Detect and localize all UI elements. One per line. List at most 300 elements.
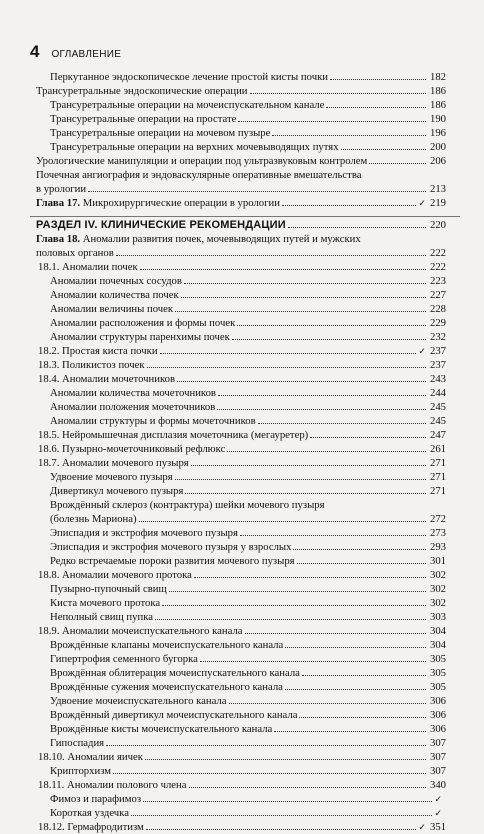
toc-entry-line	[50, 638, 446, 652]
leader-dots	[189, 787, 426, 788]
toc-entry	[50, 498, 446, 526]
toc-entry-page: 237	[429, 345, 446, 357]
leader-dots	[113, 773, 426, 774]
toc-entry-title: Трансуретральные операции на мочевом пузыре	[50, 127, 271, 139]
leader-dots	[237, 325, 426, 326]
toc-entry	[50, 582, 446, 596]
toc-entry	[36, 196, 446, 210]
toc-entry-page: 182	[429, 71, 446, 83]
leader-dots	[218, 395, 426, 396]
toc-entry-page: 302	[429, 597, 446, 609]
toc-entry-page: 271	[429, 457, 446, 469]
toc-entry-title: Дивертикул мочевого пузыря	[50, 485, 184, 497]
toc-entry-prefix: Глава 17.	[36, 197, 81, 209]
leader-dots	[131, 815, 432, 816]
toc-entry-line	[50, 330, 446, 344]
toc-entry	[50, 666, 446, 680]
toc-entry-text	[50, 680, 283, 694]
toc-entry-title: Врождённый дивертикул мочеиспускательного канала	[50, 709, 298, 721]
toc-entry-first-line	[50, 498, 446, 512]
toc-entry-line	[50, 112, 446, 126]
toc-entry	[38, 750, 446, 764]
toc-entry	[50, 470, 446, 484]
toc-entry-text	[38, 344, 158, 358]
toc-entry-title: 18.4. Аномалии мочеточников	[38, 373, 175, 385]
leader-dots	[258, 423, 426, 424]
toc-entry-title: Аномалии структуры и формы мочеточников	[50, 415, 256, 427]
toc-entry-text	[50, 288, 179, 302]
toc-entry-text	[50, 666, 300, 680]
pen-mark-icon: ✓	[418, 346, 426, 356]
toc-entry	[50, 610, 446, 624]
toc-entry-title: 18.12. Гермафродитизм	[38, 821, 144, 833]
toc-entry-page: 228	[429, 303, 446, 315]
toc-entry-page: 304	[429, 625, 446, 637]
toc-entry-line	[50, 554, 446, 568]
toc-entry	[36, 168, 446, 196]
toc-entry-line	[50, 652, 446, 666]
toc-entry-text	[50, 526, 238, 540]
toc-entry-title: Почечная ангиография и эндоваскулярные оперативные вмешательства	[36, 169, 362, 181]
toc-entry-text	[50, 806, 129, 820]
leader-dots	[155, 619, 426, 620]
leader-dots	[285, 689, 426, 690]
leader-dots	[147, 367, 426, 368]
leader-dots	[288, 227, 426, 228]
toc-entry-title: 18.10. Аномалии яичек	[38, 751, 143, 763]
running-title: ОГЛАВЛЕНИЕ	[51, 49, 122, 60]
toc-entry-title: Врождённые клапаны мочеиспускательного канала	[50, 639, 284, 651]
toc-entry-line	[50, 470, 446, 484]
leader-dots	[330, 79, 426, 80]
toc-entry	[38, 568, 446, 582]
toc-entry-page: 247	[429, 429, 446, 441]
toc-entry-page: 206	[429, 155, 446, 167]
leader-dots	[297, 563, 426, 564]
toc-entry-line	[50, 512, 446, 526]
toc-entry-text	[50, 316, 235, 330]
toc-entry-title: РАЗДЕЛ IV. КЛИНИЧЕСКИЕ РЕКОМЕНДАЦИИ	[36, 219, 286, 231]
toc-entry-text	[38, 568, 192, 582]
toc-entry-title: Эписпадия и экстрофия мочевого пузыря у взрослых	[50, 541, 292, 553]
toc-entry-line	[36, 154, 446, 168]
toc-entry	[38, 372, 446, 386]
toc-entry	[50, 484, 446, 498]
toc-entry-text	[50, 736, 104, 750]
toc-entry-line	[38, 372, 446, 386]
toc-entry-line	[50, 316, 446, 330]
toc-entry-page: 261	[429, 443, 446, 455]
leader-dots	[238, 121, 426, 122]
toc-entry-text	[50, 98, 324, 112]
toc-entry-page: 305	[429, 653, 446, 665]
toc-entry-title: 18.8. Аномалии мочевого протока	[38, 569, 192, 581]
toc-entry-title: Врождённые сужения мочеиспускательного канала	[50, 681, 283, 693]
toc-entry-text	[36, 218, 286, 232]
toc-entry	[36, 84, 446, 98]
toc-entry-line	[38, 778, 446, 792]
toc-entry-title: Аномалии структуры паренхимы почек	[50, 331, 230, 343]
toc-entry-line	[38, 260, 446, 274]
toc-entry-text	[50, 386, 216, 400]
leader-dots	[162, 605, 426, 606]
toc-entry-title: Неполный свищ пупка	[50, 611, 153, 623]
toc-entry-text	[50, 484, 183, 498]
leader-dots	[369, 163, 426, 164]
toc-entry-text	[50, 722, 272, 736]
toc-entry-page: 237	[429, 359, 446, 371]
leader-dots	[217, 409, 426, 410]
toc-entry-text	[38, 456, 189, 470]
toc-entry-line	[36, 218, 446, 232]
toc-entry-title: 18.6. Пузырно-мочеточниковый рефлюкс	[38, 443, 226, 455]
leader-dots	[169, 591, 426, 592]
leader-dots	[185, 493, 426, 494]
toc-entry-page: 196	[429, 127, 446, 139]
leader-dots	[140, 269, 426, 270]
toc-entry-line	[50, 792, 446, 806]
leader-dots	[299, 717, 426, 718]
toc-entry-page: 229	[429, 317, 446, 329]
leader-dots	[310, 437, 426, 438]
toc-entry-page: 293	[429, 541, 446, 553]
toc-entry-page: 306	[429, 723, 446, 735]
leader-dots	[302, 675, 426, 676]
toc-entry-title: Аномалии количества мочеточников	[50, 387, 216, 399]
toc-entry	[50, 736, 446, 750]
toc-entry	[50, 526, 446, 540]
toc-entry	[50, 414, 446, 428]
toc-entry-text	[38, 428, 308, 442]
toc-entry-text	[50, 400, 215, 414]
toc-entry-text	[38, 358, 145, 372]
pen-mark-icon: ✓	[434, 794, 442, 804]
toc-entry-text	[50, 414, 256, 428]
toc-entry-line	[50, 806, 446, 820]
toc-entry-line	[50, 736, 446, 750]
toc-entry-line	[50, 680, 446, 694]
toc-entry-line	[38, 820, 446, 834]
toc-entry-text	[36, 154, 367, 168]
toc-entry-title: Урологические манипуляции и операции под ультразвуковым контролем	[36, 155, 368, 167]
leader-dots	[282, 205, 416, 206]
toc-entry-title: Трансуретральные операции на мочеиспускательном канале	[50, 99, 325, 111]
toc-entry	[50, 330, 446, 344]
toc-entry	[50, 98, 446, 112]
toc-entry-title: Врождённая облитерация мочеиспускательного канала	[50, 667, 300, 679]
leader-dots	[175, 311, 426, 312]
toc-entry	[50, 386, 446, 400]
leader-dots	[184, 283, 426, 284]
toc-entry-text	[38, 442, 225, 456]
toc-entry-title: Эписпадия и экстрофия мочевого пузыря	[50, 527, 238, 539]
toc-entry	[50, 274, 446, 288]
toc-entry	[50, 140, 446, 154]
toc-entry-page: 307	[429, 737, 446, 749]
toc-entry	[50, 302, 446, 316]
section-divider	[30, 216, 460, 217]
toc-entry-text	[50, 112, 236, 126]
toc-entry-text	[38, 624, 243, 638]
toc-entry-page: 220	[429, 219, 446, 231]
toc-entry-text	[50, 582, 167, 596]
toc-entry-line	[50, 302, 446, 316]
toc-entry-title: Пузырно-пупочный свищ	[50, 583, 167, 595]
toc-entry-line	[38, 568, 446, 582]
toc-entry	[38, 260, 446, 274]
leader-dots	[194, 577, 426, 578]
toc-entry-page: 351	[429, 821, 446, 833]
toc-entry-page: 273	[429, 527, 446, 539]
toc-entry-title: Аномалии положения мочеточников	[50, 401, 216, 413]
leader-dots	[240, 535, 426, 536]
toc-entry-text	[50, 694, 227, 708]
toc-entry-line	[36, 84, 446, 98]
toc-entry-line	[50, 694, 446, 708]
leader-dots	[88, 191, 426, 192]
toc-entry	[50, 792, 446, 806]
toc-entry-line	[50, 596, 446, 610]
toc-entry-line	[50, 140, 446, 154]
toc-entry-text	[50, 610, 153, 624]
leader-dots	[293, 549, 426, 550]
toc-entry-title: 18.5. Нейромышечная дисплазия мочеточника (мегауретер)	[38, 429, 309, 441]
toc-entry-title: Аномалии величины почек	[50, 303, 174, 315]
toc-entry-title: 18.1. Аномалии почек	[38, 261, 138, 273]
toc-entry-text	[50, 596, 160, 610]
toc-entry-line	[50, 126, 446, 140]
toc-entry-title: Гипоспадия	[50, 737, 105, 749]
toc-entry-text	[36, 196, 280, 210]
toc-entry	[50, 806, 446, 820]
toc-entry-title: 18.9. Аномалии мочеиспускательного канала	[38, 625, 243, 637]
toc-entry-title: Фимоз и парафимоз	[50, 793, 142, 805]
page-number: 4	[30, 42, 40, 61]
toc-entry-page: 223	[429, 275, 446, 287]
toc-entry-line	[38, 428, 446, 442]
toc-entry-line	[36, 182, 446, 196]
toc-entry-text	[50, 764, 111, 778]
leader-dots	[181, 297, 426, 298]
toc-entry-line	[50, 764, 446, 778]
leader-dots	[143, 801, 432, 802]
leader-dots	[175, 479, 426, 480]
toc-entry-text	[50, 140, 339, 154]
toc-entry-page: 271	[429, 485, 446, 497]
toc-entry	[50, 70, 446, 84]
toc-entry-text	[50, 792, 141, 806]
toc-entry-page: 186	[429, 99, 446, 111]
toc-entry-page: 244	[429, 387, 446, 399]
leader-dots	[232, 339, 426, 340]
toc-entry-text	[50, 330, 230, 344]
leader-dots	[245, 633, 426, 634]
pen-mark-icon: ✓	[418, 198, 426, 208]
toc-entry-title: 18.3. Поликистоз почек	[38, 359, 145, 371]
toc-entry-page: 301	[429, 555, 446, 567]
toc-entry-line	[50, 666, 446, 680]
toc-entry	[38, 456, 446, 470]
leader-dots	[274, 731, 426, 732]
toc-entry-title-cont: (болезнь Мариона)	[50, 513, 137, 525]
toc-entry-line	[38, 442, 446, 456]
toc-entry-page: 307	[429, 751, 446, 763]
toc-entry	[50, 540, 446, 554]
toc-entry	[50, 722, 446, 736]
leader-dots	[250, 93, 426, 94]
toc-entry-title: Аномалии почечных сосудов	[50, 275, 182, 287]
toc-entry-title: 18.7. Аномалии мочевого пузыря	[38, 457, 189, 469]
toc-entry-page: 232	[429, 331, 446, 343]
toc-entry-line	[38, 750, 446, 764]
toc-entry-line	[50, 274, 446, 288]
toc-entry	[38, 624, 446, 638]
toc-entry-page: 340	[429, 779, 446, 791]
toc-entry	[50, 112, 446, 126]
toc-entry-line	[50, 386, 446, 400]
toc-entry	[36, 154, 446, 168]
toc-entry	[50, 596, 446, 610]
toc-entry-title: Аномалии количества почек	[50, 289, 179, 301]
toc-entry-title: Трансуретральные операции на верхних мочевыводящих путях	[50, 141, 339, 153]
leader-dots	[285, 647, 426, 648]
toc-entry-text	[50, 470, 173, 484]
toc-entry-page: 271	[429, 471, 446, 483]
toc-entry-page: 302	[429, 583, 446, 595]
toc-entry-title: Микрохирургические операции в урологии	[82, 197, 280, 209]
toc-entry	[50, 126, 446, 140]
toc-entry-text	[50, 302, 173, 316]
toc-entry-line	[50, 610, 446, 624]
toc-entry	[38, 358, 446, 372]
toc-entry-page: 222	[429, 247, 446, 259]
toc-entry-page: 213	[429, 183, 446, 195]
toc-entry	[50, 638, 446, 652]
toc-entry-text	[50, 274, 182, 288]
toc-entry-line	[36, 246, 446, 260]
leader-dots	[326, 107, 426, 108]
toc-entry-text	[36, 84, 248, 98]
leader-dots	[145, 759, 426, 760]
toc-entry-line	[38, 624, 446, 638]
toc-entry	[38, 442, 446, 456]
toc-entry-text	[38, 778, 187, 792]
toc-entry-first-line	[36, 232, 446, 246]
toc-entry-line	[50, 400, 446, 414]
page-header	[30, 42, 121, 62]
toc-entry-title: Удвоение мочевого пузыря	[50, 471, 173, 483]
toc-entry-title-cont: половых органов	[36, 247, 114, 259]
toc-entry	[50, 316, 446, 330]
leader-dots	[106, 745, 426, 746]
toc-entry-title: Врождённые кисты мочеиспускательного канала	[50, 723, 273, 735]
toc-entry-title: Врождённый склероз (контрактура) шейки мочевого пузыря	[50, 499, 325, 511]
toc-entry-title: Аномалии развития почек, мочевыводящих путей и мужских	[82, 233, 361, 245]
toc-entry-text	[50, 638, 283, 652]
leader-dots	[200, 661, 426, 662]
toc-entry-title: Короткая уздечка	[50, 807, 129, 819]
toc-entry-title: 18.11. Аномалии полового члена	[38, 779, 187, 791]
toc-entry-text	[38, 372, 175, 386]
toc-entry	[36, 218, 446, 232]
leader-dots	[227, 451, 426, 452]
toc-entry-page: 186	[429, 85, 446, 97]
toc-entry-line	[50, 722, 446, 736]
toc-entry-page: 243	[429, 373, 446, 385]
toc-entry-title: Редко встречаемые пороки развития мочевого пузыря	[50, 555, 295, 567]
toc-entry-page: 305	[429, 667, 446, 679]
toc-entry-title-cont: в урологии	[36, 183, 87, 195]
leader-dots	[177, 381, 426, 382]
leader-dots	[191, 465, 426, 466]
toc-entry-text	[50, 708, 297, 722]
toc-entry	[36, 232, 446, 260]
toc-entry-page: 307	[429, 765, 446, 777]
toc-entry	[38, 344, 446, 358]
toc-entry-title: Аномалии расположения и формы почек	[50, 317, 236, 329]
toc-entry-page: 227	[429, 289, 446, 301]
leader-dots	[116, 255, 426, 256]
toc-entry-line	[50, 98, 446, 112]
toc-entry-text	[50, 554, 295, 568]
toc-entry-title: Киста мочевого протока	[50, 597, 161, 609]
toc-entry-title: Трансуретральные эндоскопические операции	[36, 85, 248, 97]
toc-entry-page: 304	[429, 639, 446, 651]
toc-entry-text	[38, 750, 143, 764]
toc-entry-text	[38, 820, 144, 834]
toc-entry	[50, 288, 446, 302]
toc-entry	[38, 820, 446, 834]
toc-entry-prefix: Глава 18.	[36, 233, 81, 245]
toc-entry-line	[50, 526, 446, 540]
toc-entry	[50, 694, 446, 708]
toc-entry-line	[50, 708, 446, 722]
toc-entry-page: 190	[429, 113, 446, 125]
toc-entry-line	[38, 358, 446, 372]
toc-entry-page: 245	[429, 401, 446, 413]
toc-entry-title: Крипторхизм	[50, 765, 112, 777]
toc-entry	[50, 680, 446, 694]
toc-entry-title: Гипертрофия семенного бугорка	[50, 653, 198, 665]
toc-entry-title: Трансуретральные операции на простате	[50, 113, 237, 125]
toc-entry-text	[50, 540, 291, 554]
toc-entry-page: 272	[429, 513, 446, 525]
leader-dots	[146, 829, 417, 830]
toc-entry	[50, 554, 446, 568]
toc-entry-page: 200	[429, 141, 446, 153]
toc-entry	[50, 400, 446, 414]
toc-entry-title: Удвоение мочеиспускательного канала	[50, 695, 227, 707]
toc-entry-page: 305	[429, 681, 446, 693]
leader-dots	[272, 135, 426, 136]
toc-entry	[38, 778, 446, 792]
leader-dots	[229, 703, 426, 704]
toc-entry-text	[50, 70, 328, 84]
toc-entry-page: 302	[429, 569, 446, 581]
leader-dots	[160, 353, 417, 354]
toc-entry-title: Перкутанное эндоскопическое лечение простой кисты почки	[50, 71, 328, 83]
toc-entry-text	[50, 126, 270, 140]
toc-entry-line	[38, 344, 446, 358]
toc-entry-text	[50, 652, 198, 666]
leader-dots	[139, 521, 426, 522]
toc-entry-page: 303	[429, 611, 446, 623]
toc-entry-line	[50, 70, 446, 84]
toc-entry-title: 18.2. Простая киста почки	[38, 345, 158, 357]
toc-entry-line	[50, 582, 446, 596]
toc-entry-page: 219	[429, 197, 446, 209]
pen-mark-icon: ✓	[434, 808, 442, 818]
